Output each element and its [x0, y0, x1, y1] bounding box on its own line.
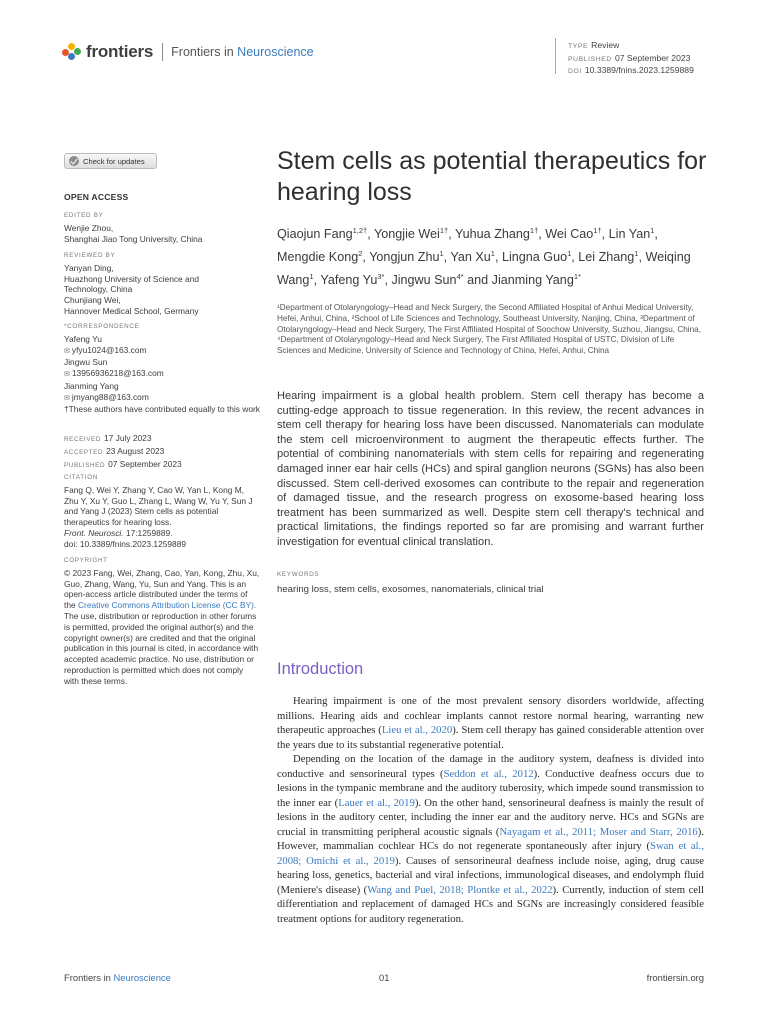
citation-block: [64, 473, 260, 550]
author-affiliation-mark: 1: [650, 226, 655, 235]
copyright-block: [64, 556, 260, 687]
accepted-value: 23 August 2023: [106, 445, 165, 456]
equal-contribution-note: †These authors have contributed equally to this work: [64, 404, 260, 414]
accepted-label: ACCEPTED: [64, 448, 104, 456]
footer-journal-name[interactable]: Neuroscience: [113, 972, 171, 983]
author-list: Qiaojun Fang$^{1,2\dagger}$, Yongjie Wei$^{1\dagger}$, Yuhua Zhang$^{1\dagger}$, Wei Cao$^{1\dagger}$, Lin Yan$^1$, Mengdie Kong$^2$, Yongjun Zhu$^1$, Yan Xu$^1$, Lingna Guo$^1$, Lei Zhang$^1$, Weiqing Wang$^1$, Yafeng $Yu^{3*}$, Jingwu Sun$^{4*}$ and Jianming Yang$^{1*}$: [277, 226, 691, 288]
received-label: RECEIVED: [64, 436, 101, 443]
editor-name: Wenjie Zhou,: [64, 222, 114, 233]
copyright-text-end: The use, distribution or reproduction in other forums is permitted, provided the original author(s) and the copyright owner(s) are credited and that the original publication in this journal is cited, in accordance with accepted academic practice. No use, distribution or reproduction is permitted which does not comply with these terms.: [64, 610, 259, 686]
affiliations: ¹Department of Otolaryngology–Head and Neck Surgery, the Second Affiliated Hospital of Anhui Medical University, Hefei, Anhui, China, ²School of Life Sciences and Technology, Southeast University, Nanjing, China, ³Department of Otolaryngology–Head and Neck Surgery, The First Affiliated Hospital of Soochow University, Suzhou, Jiangsu, China, ⁴Department of Otolaryngology–Head and Neck Surgery, The First Affiliated Hospital of USTC, Division of Life Sciences and Medicine, University of Science and Technology of China, Hefei, Anhui, China: [277, 303, 701, 356]
citation-text: Fang Q, Wei Y, Zhang Y, Cao W, Yan L, Kong M, Zhu Y, Xu Y, Guo L, Zhang L, Wang W, Yu Y, Sun J and Yang J (2023) Stem cells as potential therapeutics for hearing loss.: [64, 484, 253, 528]
history-block: [64, 433, 260, 471]
type-label: TYPE: [568, 43, 589, 50]
edited-by-label: EDITED BY: [64, 212, 104, 219]
author-name: Lingna Guo: [501, 250, 568, 265]
citation-volume: 17:1259889.: [125, 527, 173, 538]
doi-value[interactable]: 10.3389/fnins.2023.1259889: [584, 65, 694, 75]
author-affiliation-mark: 1: [634, 249, 639, 259]
correspondence-label: *CORRESPONDENCE: [64, 323, 140, 330]
check-updates-label: Check for updates: [83, 156, 145, 166]
published-label: PUBLISHED: [64, 461, 106, 469]
frontiers-logo-icon: [62, 42, 82, 62]
copyright-text-start: © 2023 Fang, Wei, Zhang, Cao, Yan, Kong, Zhu, Xu, Guo, Zhang, Wang, Yu, Sun and Yang. This is an open-access article distributed under the terms of the: [64, 567, 260, 611]
citation-link[interactable]: Lauer et al., 2019: [338, 796, 415, 809]
corr-name: Jingwu Sun: [64, 357, 108, 368]
author-affiliation-mark: 3*: [377, 272, 385, 282]
open-access-label: OPEN ACCESS: [64, 192, 129, 202]
author-affiliation-mark: 2: [358, 249, 363, 259]
author-affiliation-mark: 1,2†: [352, 226, 368, 235]
editor-affiliation: Shanghai Jiao Tong University, China: [64, 233, 203, 244]
paragraph: Depending on the location of the damage in the auditory system, deafness is divided into conductive and sensorineural types (Seddon et al., 2012). Conductive deafness occurs due to lesions in the tympanic membrane and the auditory tuberosity, which impede sound transmission to the inner ear (Lauer et al., 2019). On the other hand, sensorineural deafness is mainly the result of lesions in the auditory center, including the inner ear and the auditory nerve. HCs and SGNs are crucial in transmitting peripheral acoustic signals (Nayagam et al., 2011; Moser and Starr, 2016). However, mammalian cochlear HCs do not regenerate spontaneously after injury (Swan et al., 2008; Omichi et al., 2019). Causes of sensorineural deafness include noise, aging, drug cause hearing loss, genetics, bacterial and viral infections, immunological diseases, and endolymph fluid (Meniere's disease) (Wang and Puel, 2018; Plontke et al., 2022). Currently, induction of stem cell differentiation and replacement of damaged HCs and SGNs are increasingly considered feasible treatment options for auditory regeneration.: [277, 753, 705, 925]
citation-link[interactable]: Nayagam et al., 2011; Moser and Starr, 2016: [499, 825, 698, 838]
citation-doi[interactable]: doi: 10.3389/fnins.2023.1259889: [64, 538, 187, 549]
author-affiliation-mark: 1†: [529, 226, 539, 235]
author-affiliation-mark: 1*: [573, 272, 581, 282]
meta-divider: [555, 38, 556, 74]
brand-name: frontiers: [86, 42, 154, 61]
journal-name[interactable]: [171, 45, 313, 59]
article-title: Stem cells as potential therapeutics for hearing loss: [277, 147, 707, 206]
reviewed-by-block: [64, 251, 260, 317]
footer-site-link[interactable]: frontiersin.org: [646, 972, 704, 983]
doi-label: DOI: [568, 68, 582, 75]
citation-journal: Front. Neurosci.: [64, 527, 124, 538]
article-meta: [568, 40, 694, 78]
page-number: 01: [379, 972, 390, 983]
author-name: Lin Yan: [608, 227, 651, 242]
author-name: Yafeng Yu: [320, 273, 378, 288]
author-affiliation-mark: 1†: [593, 226, 602, 235]
cc-license-link[interactable]: Creative Commons Attribution License (CC BY).: [77, 600, 257, 611]
paragraph: Hearing impairment is one of the most prevalent sensory disorders worldwide, affecting millions. Hearing aids and cochlear implants cannot restore normal hearing, warranting new therapeutic approaches (Lieu et al., 2020). Stem cell therapy has gained considerable attention over the years due to its substantial regenerative potential.: [277, 695, 704, 751]
author-name: Wei Cao: [545, 227, 594, 242]
corr-name: Jianming Yang: [64, 380, 119, 391]
header-divider: [162, 43, 163, 61]
copyright-text: [64, 568, 260, 687]
author-name: Yuhua Zhang: [454, 227, 530, 242]
citation-link[interactable]: Seddon et al., 2012: [443, 767, 534, 780]
author-name: Qiaojun Fang: [277, 227, 353, 242]
corr-email[interactable]: ✉ 13956936218@163.com: [64, 368, 260, 381]
reviewed-by-label: REVIEWED BY: [64, 252, 116, 259]
author-affiliation-mark: 1: [567, 249, 572, 259]
check-icon: [69, 156, 79, 166]
edited-by-block: [64, 211, 260, 244]
citation-link[interactable]: Wang and Puel, 2018; Plontke et al., 2022: [367, 883, 553, 896]
author-affiliation-mark: 1: [439, 249, 444, 259]
reviewer-affiliation: Huazhong University of Science and: [64, 273, 200, 284]
corr-name: Yafeng Yu: [64, 333, 102, 344]
citation-link[interactable]: Lieu et al., 2020: [381, 724, 453, 736]
type-value: Review: [591, 40, 620, 50]
author-affiliation-mark: 1: [490, 249, 495, 259]
corr-email[interactable]: ✉ yfyu1024@163.com: [64, 345, 260, 358]
footer-journal: [64, 972, 171, 983]
body-text: [277, 694, 704, 926]
author-name: Jingwu Sun: [391, 273, 457, 288]
author-affiliation-mark: 1†: [439, 226, 449, 235]
copyright-label: COPYRIGHT: [64, 557, 108, 564]
section-heading-introduction: Introduction: [277, 660, 364, 678]
author-name: Yongjie Wei: [374, 227, 440, 242]
published-label: PUBLISHED: [568, 55, 612, 63]
author-affiliation-mark: 4*: [456, 272, 464, 282]
check-for-updates-button[interactable]: [64, 153, 157, 169]
author-name: Yongjun Zhu: [369, 250, 440, 265]
published-value: 07 September 2023: [108, 458, 182, 469]
author-name: Yan Xu: [450, 250, 491, 265]
published-value: 07 September 2023: [614, 52, 691, 63]
keywords: hearing loss, stem cells, exosomes, nanomaterials, clinical trial: [277, 584, 544, 595]
reviewer-name: Chunjiang Wei,: [64, 295, 121, 306]
citation-label: CITATION: [64, 474, 99, 481]
abstract: Hearing impairment is a global health problem. Stem cell therapy has become a cutting-edge approach to tissue regeneration. In this review, the recent advances in stem cell therapy for hearing loss have been discussed. Nanomaterials can modulate the stem cell microenvironment to augment the therapeutic effects further. The potential of combining nanomaterials with stem cells for repairing and regenerating damaged inner ear hair cells (HCs) and spiral ganglion neurons (SGNs) has also been discussed. Stem cell-derived exosomes can contribute to the repair and regeneration of damaged tissue, and the research progress on exosome-based hearing loss treatment has been summarized as well. Despite stem cell therapy's technical and practical limitations, the findings reported so far are promising and warrant further investigation for eventual clinical translation.: [277, 390, 704, 548]
received-value: 17 July 2023: [104, 433, 152, 443]
journal-field: Neuroscience: [237, 45, 314, 59]
reviewer-affiliation: Hannover Medical School, Germany: [64, 305, 199, 316]
journal-header: [62, 40, 314, 64]
author-name: Weiqing Wang: [277, 250, 691, 288]
footer-journal-prefix: Frontiers in: [64, 972, 111, 983]
corr-email[interactable]: ✉ jmyang88@163.com: [64, 392, 260, 405]
keywords-label: KEYWORDS: [277, 571, 320, 578]
journal-prefix: Frontiers in: [171, 45, 234, 59]
author-name: Mengdie Kong: [277, 250, 359, 265]
reviewer-affiliation: Technology, China: [64, 284, 133, 295]
correspondence-block: [64, 322, 260, 405]
author-name: Jianming Yang: [491, 273, 574, 288]
citation-link[interactable]: Swan et al., 2008; Omichi et al., 2019: [277, 840, 704, 867]
author-affiliation-mark: 1: [309, 272, 314, 282]
author-name: Lei Zhang: [578, 250, 635, 265]
reviewer-name: Yanyan Ding,: [64, 262, 114, 273]
